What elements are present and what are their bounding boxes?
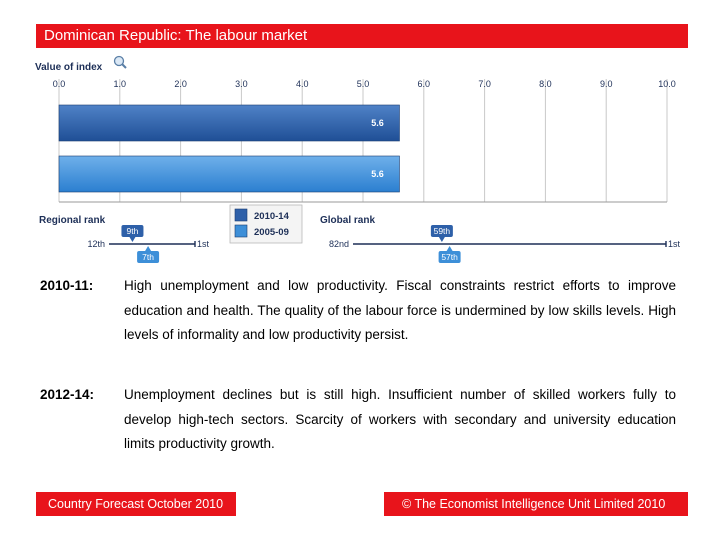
x-tick-label: 2.0 (174, 79, 187, 89)
bar-value-label: 5.6 (371, 118, 384, 128)
page-title: Dominican Republic: The labour market (44, 27, 308, 44)
x-tick-label: 7.0 (478, 79, 491, 89)
chart-title: Value of index (35, 62, 103, 73)
x-tick-label: 4.0 (295, 79, 309, 89)
rank-worst-label: 12th (87, 239, 105, 249)
legend-label: 2005-09 (254, 227, 289, 238)
footer-right (384, 492, 688, 516)
x-tick-label: 5.0 (356, 79, 370, 89)
legend-swatch (235, 225, 247, 237)
x-tick-label: 10.0 (658, 79, 676, 89)
title-bar (36, 24, 688, 48)
bar-value-label: 5.6 (371, 169, 384, 179)
rank-value-2005: 7th (142, 252, 155, 262)
labour-market-chart (30, 54, 690, 270)
rank-marker-pointer (439, 237, 445, 242)
x-tick-label: 6.0 (417, 79, 431, 89)
rank-marker-pointer (145, 246, 151, 251)
legend-label: 2010-14 (254, 211, 289, 222)
rank-value-2010: 59th (433, 226, 451, 236)
footer-left (36, 492, 236, 516)
x-tick-label: 9.0 (599, 79, 613, 89)
footer-right-text: © The Economist Intelligence Unit Limited 2010 (402, 497, 666, 511)
forecast-period-label: 2010-11: (40, 278, 94, 293)
rank-value-2005: 57th (441, 252, 458, 262)
x-tick-label: 0.0 (52, 79, 66, 89)
rank-best-label: 1st (197, 239, 210, 249)
rank-title: Global rank (320, 215, 376, 226)
legend-swatch (235, 209, 247, 221)
x-tick-label: 1.0 (113, 79, 127, 89)
forecast-text: Unemployment declines but is still high. Insufficient number of skilled workers fully to develop high-tech sectors. Scarcity of workers with secondary and university education limits productivity growth. (124, 387, 676, 451)
rank-marker-pointer (447, 246, 453, 251)
rank-best-label: 1st (668, 239, 681, 249)
forecast-period-label: 2012-14: (40, 387, 95, 402)
forecast-text: High unemployment and low productivity. Fiscal constraints restrict efforts to improve education and health. The quality of the labour force is undermined by low skills levels. High levels of informality and low productivity persist. (124, 278, 676, 342)
rank-value-2010: 9th (126, 226, 139, 236)
rank-marker-pointer (129, 237, 135, 242)
magnifier-handle (122, 64, 126, 68)
rank-worst-label: 82nd (328, 239, 349, 249)
x-tick-label: 8.0 (539, 79, 552, 89)
x-tick-label: 3.0 (235, 79, 248, 89)
bar-2005-09 (59, 156, 399, 192)
rank-title: Regional rank (39, 215, 106, 226)
footer-left-text: Country Forecast October 2010 (48, 497, 224, 511)
bar-2010-14 (59, 105, 399, 141)
